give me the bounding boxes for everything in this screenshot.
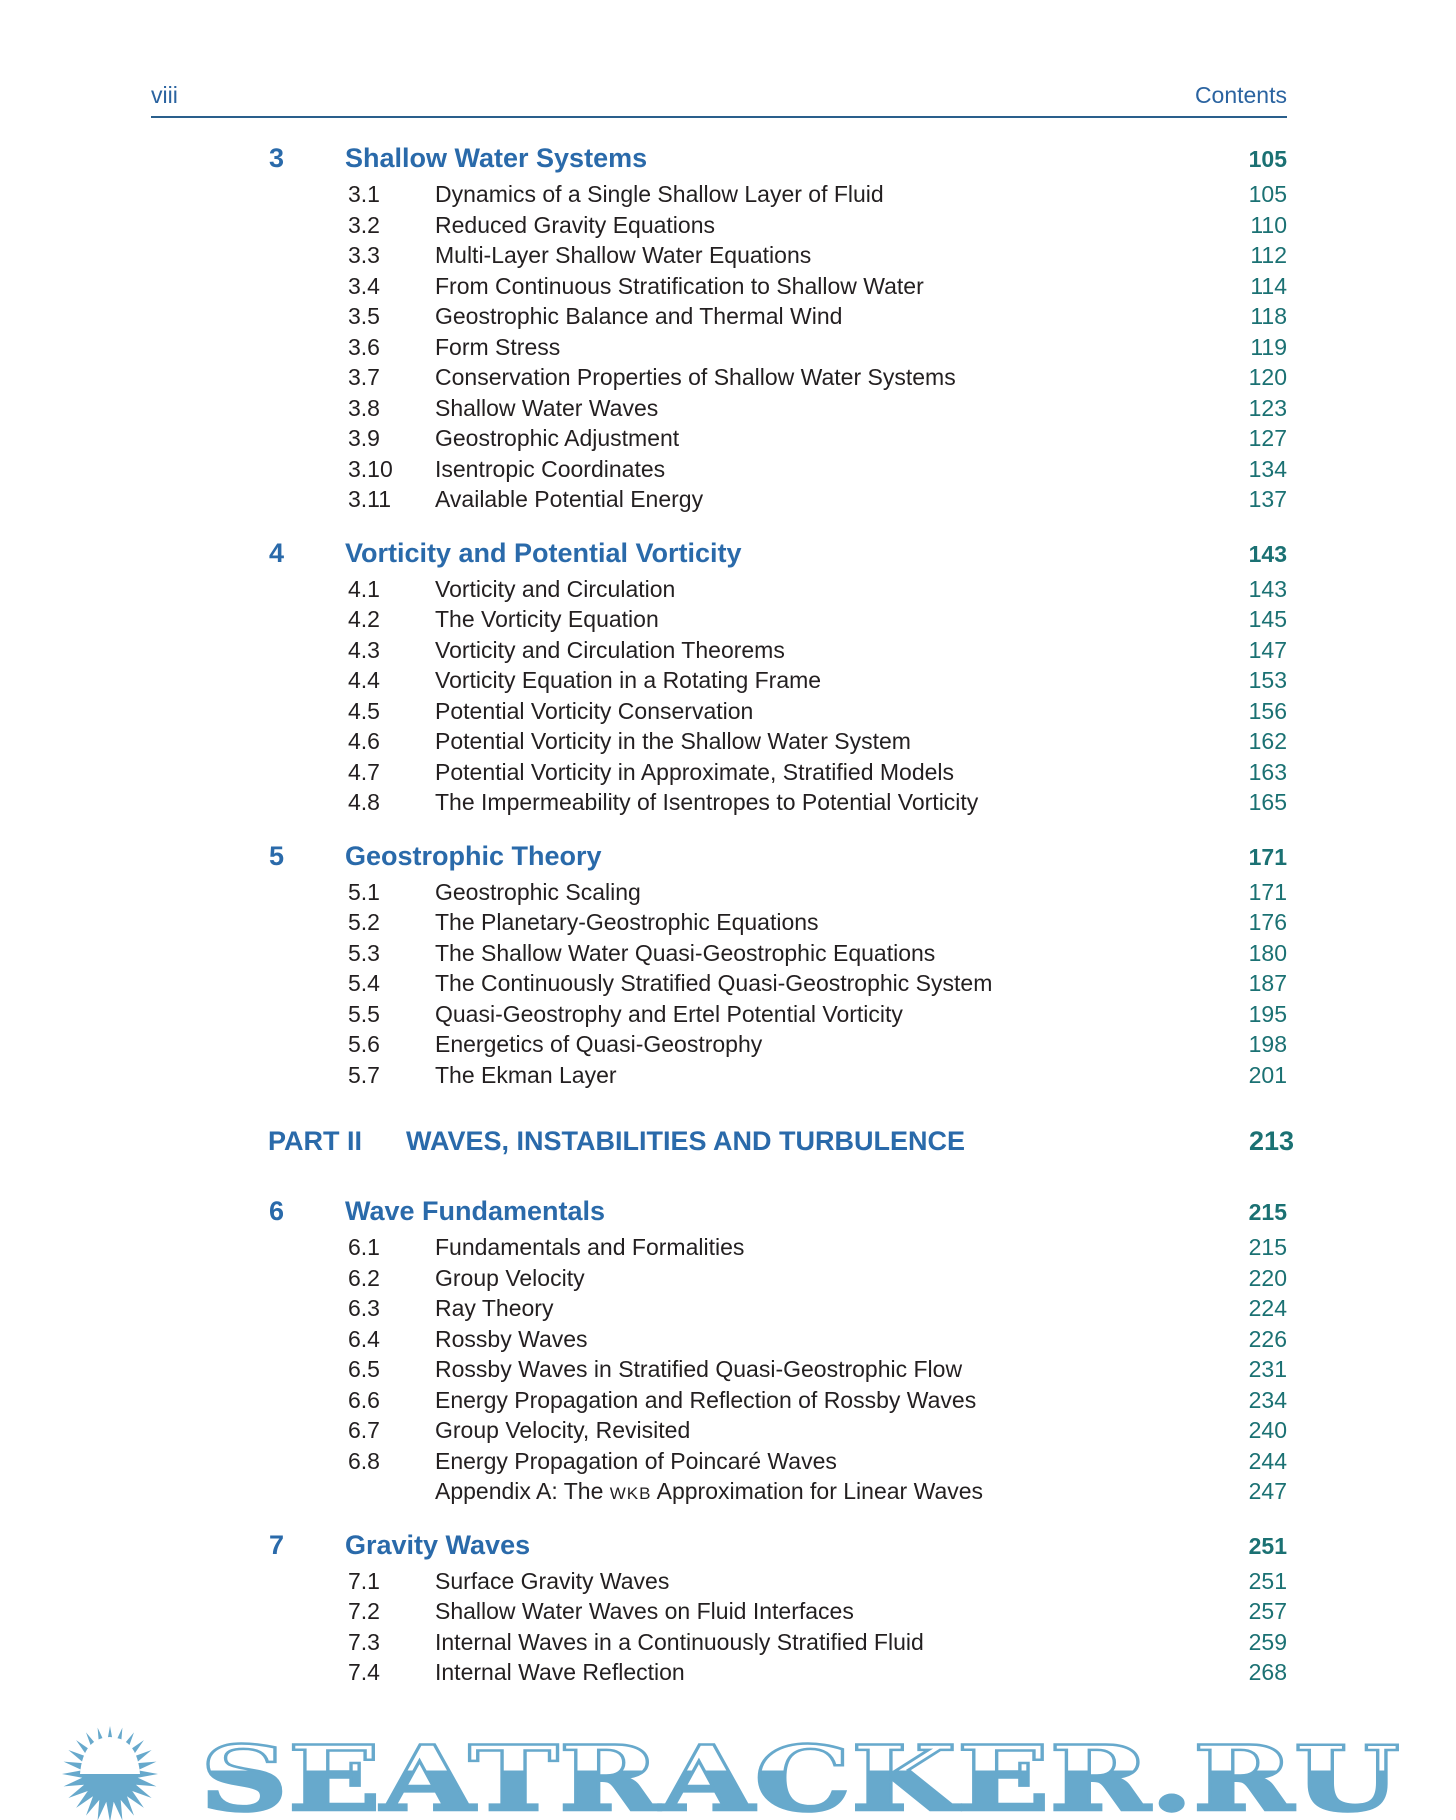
section-title: Ray Theory [435, 1295, 554, 1321]
section-entry[interactable] [0, 179, 1456, 210]
section-entry[interactable] [0, 907, 1456, 938]
section-entry[interactable] [0, 999, 1456, 1030]
part-heading[interactable] [0, 1126, 1456, 1173]
section-entry[interactable] [0, 1354, 1456, 1385]
chapter-page: 215 [1248, 1199, 1287, 1225]
section-entry[interactable] [0, 1415, 1456, 1446]
section-title: Energetics of Quasi-Geostrophy [435, 1031, 763, 1057]
section-number: 5.6 [348, 1031, 380, 1057]
section-entry[interactable] [0, 1263, 1456, 1294]
section-title: Reduced Gravity Equations [435, 211, 715, 238]
section-title: Group Velocity [435, 1264, 585, 1291]
section-number: 5.4 [348, 970, 380, 996]
section-number: 7.1 [348, 1567, 380, 1594]
section-page: 171 [1248, 878, 1287, 905]
section-number: 6.6 [348, 1386, 380, 1413]
section-title: Fundamentals and Formalities [435, 1234, 745, 1260]
section-page: 105 [1248, 181, 1287, 207]
section-title: Conservation Properties of Shallow Water Systems [435, 364, 956, 390]
section-page: 143 [1248, 575, 1287, 602]
section-page: 187 [1248, 970, 1287, 996]
section-title: Group Velocity, Revisited [435, 1417, 691, 1443]
section-number: 3.8 [348, 394, 380, 421]
section-entry[interactable] [0, 393, 1456, 424]
section-number: 6.2 [348, 1264, 380, 1291]
section-title: Potential Vorticity Conservation [435, 697, 754, 724]
section-entry[interactable] [0, 635, 1456, 666]
section-number: 3.2 [348, 211, 380, 238]
chapter-number: 4 [269, 537, 285, 568]
chapter-number: 3 [269, 143, 285, 173]
chapter-page: 251 [1248, 1532, 1287, 1559]
section-entry[interactable] [0, 423, 1456, 454]
section-page: 226 [1248, 1325, 1287, 1352]
section-number: 6.4 [348, 1325, 380, 1352]
chapter-page: 143 [1248, 540, 1287, 567]
section-number: 6.1 [348, 1234, 380, 1260]
section-page: 153 [1248, 667, 1287, 693]
part-title: WAVES, INSTABILITIES AND TURBULENCE [406, 1126, 966, 1156]
section-number: 7.3 [348, 1628, 380, 1655]
section-number: 4.6 [348, 728, 380, 754]
section-page: 123 [1248, 394, 1287, 421]
section-title: Dynamics of a Single Shallow Layer of Fluid [435, 181, 884, 207]
section-entry[interactable] [0, 787, 1456, 818]
section-number: 3.9 [348, 425, 380, 451]
section-page: 114 [1250, 272, 1287, 299]
section-entry[interactable] [0, 696, 1456, 727]
table-of-contents [0, 143, 1456, 1688]
section-number: 6.5 [348, 1356, 380, 1382]
section-number: 4.8 [348, 789, 380, 815]
appendix-title-end: Approximation for Linear Waves [651, 1478, 984, 1504]
section-page: 145 [1248, 606, 1287, 632]
section-number: 3.10 [348, 455, 393, 482]
section-entry[interactable] [0, 604, 1456, 635]
section-page: 163 [1248, 758, 1287, 785]
section-title: Internal Wave Reflection [435, 1659, 685, 1685]
section-number: 3.4 [348, 272, 380, 299]
section-number: 4.2 [348, 606, 380, 632]
section-title: The Planetary-Geostrophic Equations [435, 909, 819, 935]
section-entry[interactable] [0, 1566, 1456, 1597]
section-page: 137 [1248, 486, 1287, 512]
section-entry[interactable] [0, 938, 1456, 969]
section-number: 3.7 [348, 364, 380, 390]
section-entry[interactable] [0, 1596, 1456, 1627]
appendix-title [435, 1478, 983, 1505]
chapter-page: 171 [1248, 843, 1287, 870]
section-number: 6.3 [348, 1295, 380, 1321]
section-number: 5.5 [348, 1000, 380, 1027]
section-page: 127 [1248, 425, 1287, 451]
section-entry[interactable] [0, 1627, 1456, 1658]
section-number: 6.7 [348, 1417, 380, 1443]
section-title: Geostrophic Scaling [435, 878, 641, 905]
section-title: The Vorticity Equation [435, 606, 659, 632]
chapter-number: 5 [269, 840, 285, 871]
section-title: Potential Vorticity in Approximate, Stratified Models [435, 758, 955, 785]
section-page: 110 [1250, 211, 1287, 238]
section-number: 4.3 [348, 636, 380, 663]
section-page: 119 [1250, 333, 1287, 360]
section-title: Available Potential Energy [435, 486, 704, 512]
section-title: Vorticity Equation in a Rotating Frame [435, 667, 822, 693]
section-title: Energy Propagation of Poincaré Waves [435, 1447, 837, 1474]
section-page: 134 [1248, 455, 1287, 482]
section-entry[interactable] [0, 240, 1456, 271]
section-title: The Shallow Water Quasi-Geostrophic Equations [435, 939, 936, 966]
watermark [0, 1724, 1456, 1820]
section-number: 4.1 [348, 575, 380, 602]
section-title: Shallow Water Waves on Fluid Interfaces [435, 1598, 854, 1624]
section-page: 162 [1248, 728, 1287, 754]
section-title: Rossby Waves [435, 1325, 588, 1352]
section-entry[interactable] [0, 726, 1456, 757]
section-page: 244 [1248, 1447, 1287, 1474]
section-entry[interactable] [0, 665, 1456, 696]
chapter-heading[interactable] [0, 538, 1456, 574]
section-number: 4.5 [348, 697, 380, 724]
section-page: 201 [1248, 1061, 1287, 1088]
chapter-page: 105 [1248, 146, 1287, 172]
chapter-title: Gravity Waves [345, 1529, 531, 1560]
section-title: Quasi-Geostrophy and Ertel Potential Vorticity [435, 1000, 903, 1027]
chapter-title: Vorticity and Potential Vorticity [345, 537, 742, 568]
section-entry[interactable] [0, 1385, 1456, 1416]
section-page: 112 [1250, 242, 1287, 268]
section-number: 6.8 [348, 1447, 380, 1474]
section-title: The Continuously Stratified Quasi-Geostrophic System [435, 970, 993, 996]
section-entry[interactable] [0, 301, 1456, 332]
sun-over-sea-icon [62, 1726, 158, 1820]
appendix-page: 247 [1248, 1478, 1287, 1504]
section-entry[interactable] [0, 1232, 1456, 1263]
section-entry[interactable] [0, 362, 1456, 393]
section-title: Form Stress [435, 333, 561, 360]
section-page: 120 [1248, 364, 1287, 390]
section-title: Geostrophic Balance and Thermal Wind [435, 303, 843, 329]
section-title: Energy Propagation and Reflection of Rossby Waves [435, 1386, 977, 1413]
section-title: Internal Waves in a Continuously Stratified Fluid [435, 1628, 924, 1655]
chapter-heading[interactable] [0, 841, 1456, 877]
section-page: 268 [1248, 1659, 1287, 1685]
section-page: 215 [1248, 1234, 1287, 1260]
section-entry[interactable] [0, 1324, 1456, 1355]
section-page: 231 [1248, 1356, 1287, 1382]
chapter-heading[interactable] [0, 143, 1456, 179]
part-page: 213 [1248, 1126, 1294, 1156]
chapter-title: Shallow Water Systems [345, 143, 648, 173]
section-title: Vorticity and Circulation [435, 575, 676, 602]
section-entry[interactable] [0, 454, 1456, 485]
section-title: Shallow Water Waves [435, 394, 659, 421]
section-entry[interactable] [0, 271, 1456, 302]
section-entry[interactable] [0, 1060, 1456, 1091]
section-number: 7.4 [348, 1659, 380, 1685]
section-title: Surface Gravity Waves [435, 1567, 670, 1594]
section-page: 251 [1248, 1567, 1287, 1594]
page-number: viii [151, 82, 178, 108]
section-page: 259 [1248, 1628, 1287, 1655]
section-number: 3.1 [348, 181, 380, 207]
section-entry[interactable] [0, 1657, 1456, 1688]
header-rule [151, 116, 1287, 118]
section-page: 198 [1248, 1031, 1287, 1057]
section-entry[interactable] [0, 1446, 1456, 1477]
section-title: Isentropic Coordinates [435, 455, 666, 482]
section-entry[interactable] [0, 332, 1456, 363]
appendix-title-start: Appendix A: The [435, 1478, 610, 1504]
section-page: 176 [1248, 909, 1287, 935]
section-page: 180 [1248, 939, 1287, 966]
section-number: 4.7 [348, 758, 380, 785]
chapter-heading[interactable] [0, 1530, 1456, 1566]
section-title: Vorticity and Circulation Theorems [435, 636, 785, 663]
section-title: The Impermeability of Isentropes to Potential Vorticity [435, 789, 979, 815]
section-page: 234 [1248, 1386, 1287, 1413]
section-page: 224 [1248, 1295, 1287, 1321]
appendix-title-abbrev: WKB [609, 1484, 652, 1503]
section-page: 165 [1248, 789, 1287, 815]
chapter-heading[interactable] [0, 1196, 1456, 1232]
section-page: 220 [1248, 1264, 1287, 1291]
section-title: Geostrophic Adjustment [435, 425, 680, 451]
section-number: 3.6 [348, 333, 380, 360]
appendix-entry[interactable] [0, 1476, 1456, 1507]
section-entry[interactable] [0, 757, 1456, 788]
section-page: 156 [1248, 697, 1287, 724]
running-title: Contents [1194, 82, 1287, 108]
section-entry[interactable] [0, 210, 1456, 241]
section-entry[interactable] [0, 484, 1456, 515]
section-number: 3.11 [348, 486, 392, 512]
watermark-text: SEATRACKER.RU [200, 1726, 1400, 1820]
section-number: 5.1 [348, 878, 380, 905]
section-entry[interactable] [0, 968, 1456, 999]
part-label: PART II [268, 1126, 362, 1156]
section-entry[interactable] [0, 877, 1456, 908]
section-number: 3.3 [348, 242, 380, 268]
section-page: 257 [1248, 1598, 1287, 1624]
section-title: From Continuous Stratification to Shallow Water [435, 272, 924, 299]
section-entry[interactable] [0, 1293, 1456, 1324]
section-number: 7.2 [348, 1598, 380, 1624]
section-page: 147 [1248, 636, 1287, 663]
section-page: 240 [1248, 1417, 1287, 1443]
section-title: The Ekman Layer [435, 1061, 617, 1088]
section-page: 118 [1250, 303, 1287, 329]
section-number: 3.5 [348, 303, 380, 329]
section-number: 5.7 [348, 1061, 380, 1088]
section-title: Potential Vorticity in the Shallow Water System [435, 728, 911, 754]
section-number: 4.4 [348, 667, 380, 693]
chapter-title: Geostrophic Theory [345, 840, 602, 871]
section-number: 5.2 [348, 909, 380, 935]
chapter-number: 6 [269, 1196, 285, 1226]
section-entry[interactable] [0, 1029, 1456, 1060]
section-title: Multi-Layer Shallow Water Equations [435, 242, 812, 268]
chapter-number: 7 [269, 1529, 285, 1560]
section-title: Rossby Waves in Stratified Quasi-Geostrophic Flow [435, 1356, 963, 1382]
section-number: 5.3 [348, 939, 380, 966]
chapter-title: Wave Fundamentals [345, 1196, 606, 1226]
section-entry[interactable] [0, 574, 1456, 605]
section-page: 195 [1248, 1000, 1287, 1027]
